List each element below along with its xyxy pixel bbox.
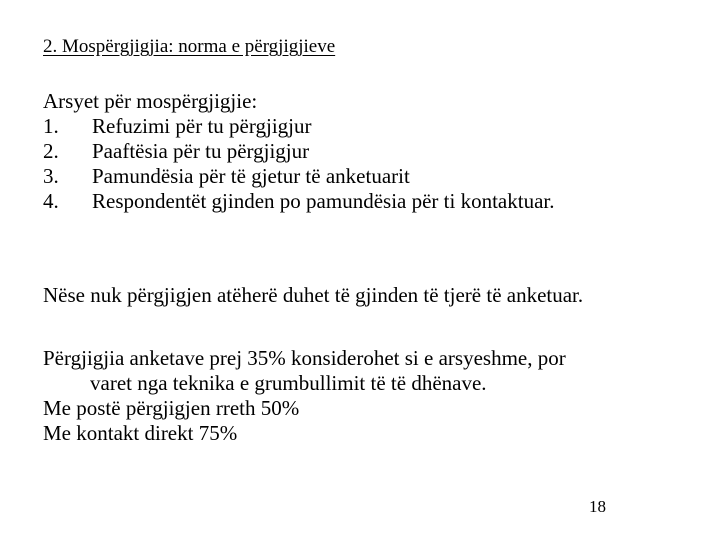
mail-rate-line: Me postë përgjigjen rreth 50% (43, 396, 300, 420)
page-number: 18 (589, 497, 606, 516)
list-item (43, 164, 554, 189)
slide-title: 2. Mospërgjigjia: norma e përgjigjieve (43, 36, 336, 57)
list-item-text: Paaftësia për tu përgjigjur (92, 139, 310, 163)
list-item (43, 139, 554, 164)
list-item-text: Pamundësia për të gjetur të anketuarit (92, 164, 410, 188)
list-item-text: Respondentët gjinden po pamundësia për ti kontaktuar. (92, 189, 555, 213)
replacement-paragraph: Nëse nuk përgjigjen atëherë duhet të gjinden të tjerë të anketuar. (43, 283, 584, 307)
list-item-number: 1. (43, 114, 59, 138)
list-item-number: 2. (43, 139, 59, 163)
list-item-number: 3. (43, 164, 59, 188)
list-item (43, 189, 554, 214)
reasons-list (43, 114, 554, 214)
response-rate-line: Përgjigjia anketave prej 35% konsiderohet si e arsyeshme, por (43, 346, 566, 370)
list-item-text: Refuzimi për tu përgjigjur (92, 114, 312, 138)
direct-contact-rate-line: Me kontakt direkt 75% (43, 421, 238, 445)
response-rate-continuation: varet nga teknika e grumbullimit të të dhënave. (90, 371, 487, 395)
list-item (43, 114, 554, 139)
response-rate-paragraph (43, 346, 703, 446)
list-item-number: 4. (43, 189, 59, 213)
intro-text: Arsyet për mospërgjigjie: (43, 89, 258, 113)
